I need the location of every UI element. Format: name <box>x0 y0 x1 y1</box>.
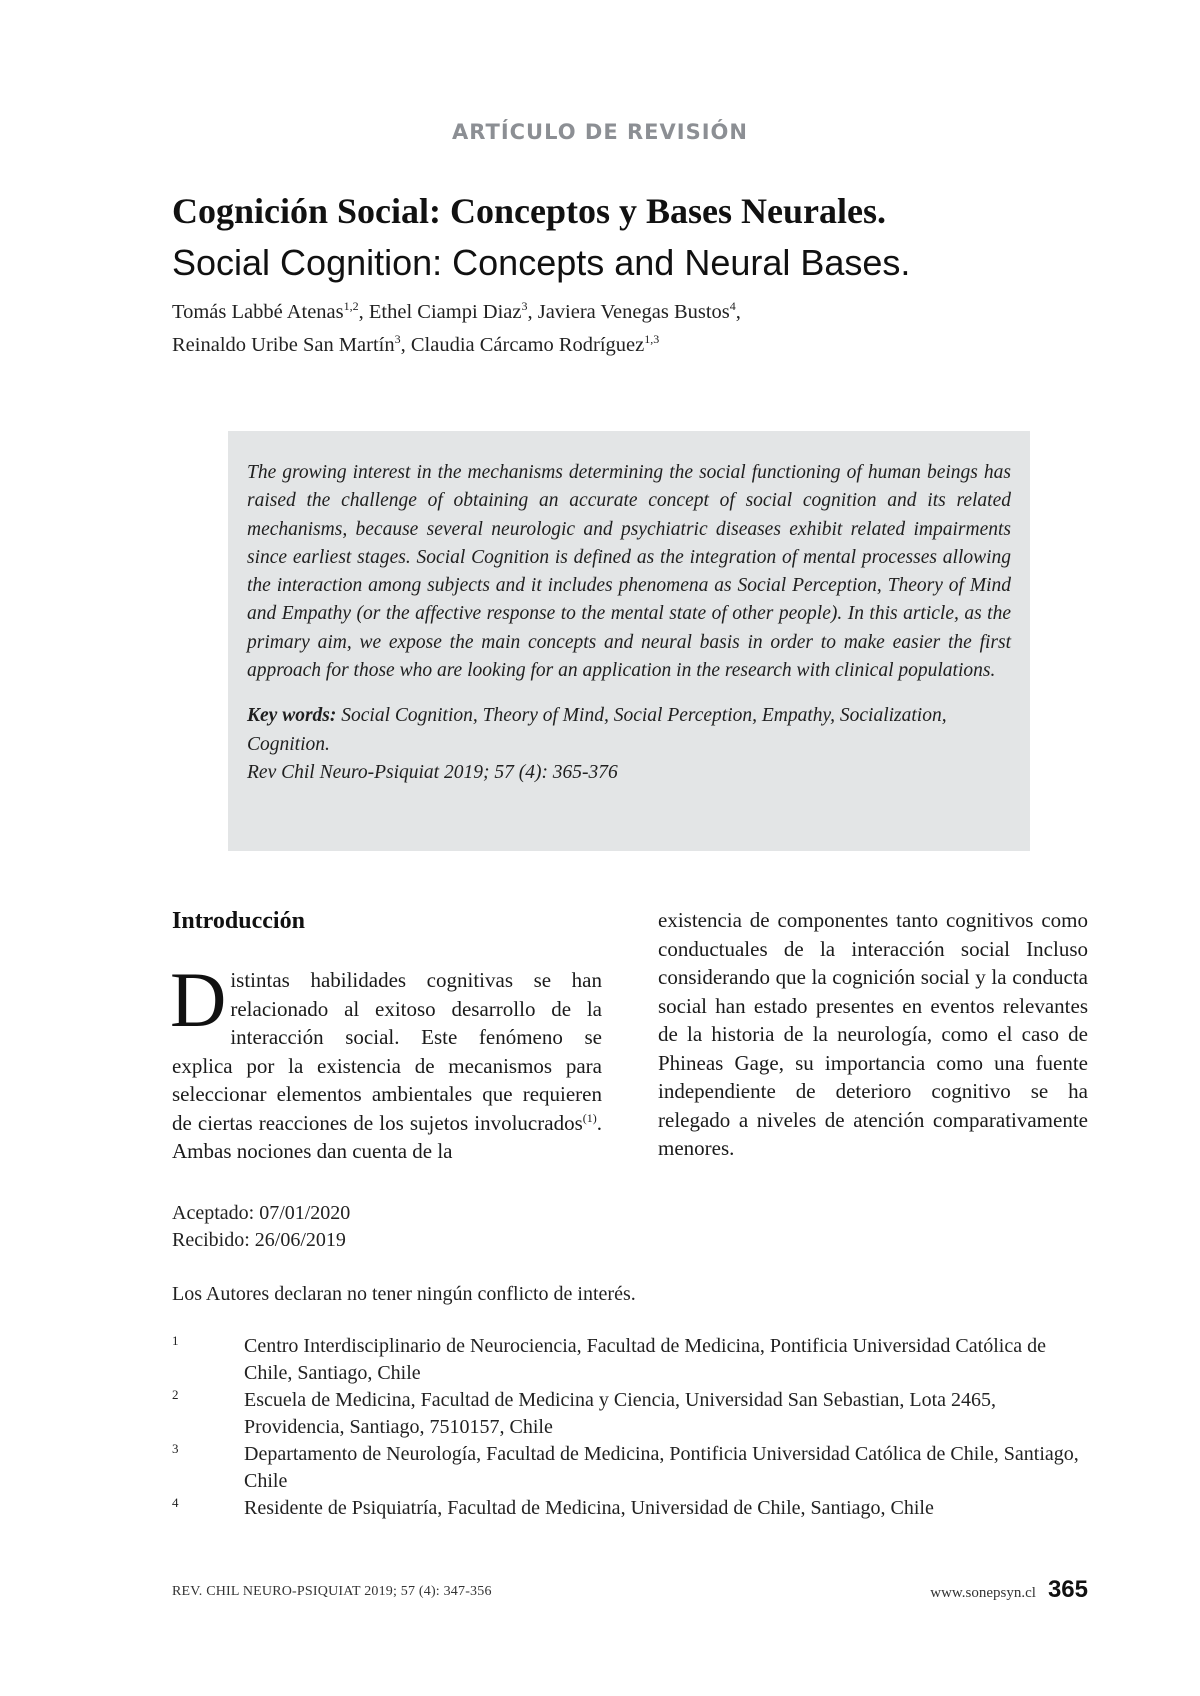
author-name: Reinaldo Uribe San Martín <box>172 334 395 356</box>
author-separator: , <box>358 301 369 323</box>
author-affiliation-ref: 3 <box>394 332 401 346</box>
author-line-1 <box>172 296 741 329</box>
affiliation-number: 1 <box>172 1333 179 1348</box>
journal-citation: Rev Chil Neuro-Psiquiat 2019; 57 (4): 365-376 <box>247 761 618 783</box>
author-affiliation-ref: 3 <box>521 299 528 313</box>
abstract-box <box>228 431 1030 851</box>
conflict-statement: Los Autores declaran no tener ningún conflicto de interés. <box>172 1283 636 1305</box>
affiliation-number: 3 <box>172 1441 179 1456</box>
affiliation-item <box>172 1333 1087 1387</box>
author-affiliation-ref: 4 <box>729 299 736 313</box>
body-column-left <box>170 956 602 1166</box>
page-number: 365 <box>1047 1576 1088 1603</box>
affiliation-text: Centro Interdisciplinario de Neurociencia, Facultad de Medicina, Pontificia Universidad Católica de Chile, Santiago, Chile <box>244 1335 1046 1384</box>
section-tag: ARTÍCULO DE REVISIÓN <box>452 120 748 144</box>
received-date: Recibido: 26/06/2019 <box>172 1229 346 1251</box>
keywords-label: Key words: <box>247 705 337 727</box>
author-separator: , <box>527 301 538 323</box>
introduction-heading: Introducción <box>172 908 305 934</box>
intro-paragraph-1 <box>170 956 602 1166</box>
author-separator: , <box>735 301 741 323</box>
affiliation-item <box>172 1495 1087 1522</box>
affiliation-text: Departamento de Neurología, Facultad de Medicina, Pontificia Universidad Católica de Chile, Santiago, Chile <box>244 1443 1079 1492</box>
author-name: Claudia Cárcamo Rodríguez <box>410 334 645 356</box>
affiliation-number: 2 <box>172 1387 179 1402</box>
reference-marker: (1) <box>582 1110 597 1125</box>
footer-right <box>930 1576 1088 1604</box>
author-affiliation-ref: 1,3 <box>644 332 660 346</box>
affiliation-text: Escuela de Medicina, Facultad de Medicina y Ciencia, Universidad San Sebastian, Lota 2465, Providencia, Santiago, 7510157, Chile <box>244 1389 997 1438</box>
affiliations-list <box>172 1333 1087 1522</box>
title-english: Social Cognition: Concepts and Neural Bases. <box>172 242 911 283</box>
accepted-date: Aceptado: 07/01/2020 <box>172 1202 351 1224</box>
author-separator: , <box>400 334 411 356</box>
keywords-block <box>247 702 1011 787</box>
keywords-list: Social Cognition, Theory of Mind, Social Perception, Empathy, Socialization, Cognition. <box>247 705 947 755</box>
author-affiliation-ref: 1,2 <box>343 299 359 313</box>
author-name: Javiera Venegas Bustos <box>537 301 730 323</box>
affiliation-text: Residente de Psiquiatría, Facultad de Medicina, Universidad de Chile, Santiago, Chile <box>244 1497 934 1519</box>
footer-website-link[interactable]: www.sonepsyn.cl <box>930 1585 1036 1601</box>
abstract-text: The growing interest in the mechanisms determining the social functioning of human beings has raised the challenge of obtaining an accurate concept of social cognition and its related mechanisms, because several neurologic and psychiatric diseases exhibit related impairments since earliest stages. Social Cognition is defined as the integration of mental processes allowing the interaction among subjects and it includes phenomena as Social Perception, Theory of Mind and Empathy (or the affective response to the mental state of other people). In this article, as the primary aim, we expose the main concepts and neural basis in order to make easier the first approach for those who are looking for an application in the research with clinical populations. <box>247 462 1011 682</box>
intro-text-left: istintas habilidades cognitivas se han relacionado al exitoso desarrollo de la interacción social. Este fenómeno se explica por la existencia de mecanismos para seleccionar elementos ambientales que requieren de ciertas reacciones de los sujetos involucrados <box>172 968 602 1135</box>
footer-journal-reference: REV. CHIL NEURO-PSIQUIAT 2019; 57 (4): 347-356 <box>172 1584 492 1599</box>
drop-cap: D <box>170 956 227 1043</box>
intro-text-left-tail: . Ambas nociones dan cuenta de la <box>172 1110 602 1163</box>
author-line-2 <box>172 329 741 362</box>
author-name: Tomás Labbé Atenas <box>172 301 344 323</box>
affiliation-item <box>172 1387 1087 1441</box>
intro-text-right: existencia de componentes tanto cognitivos como conductuales de la interacción social Incluso considerando que la cognición social y la conducta social han estado presentes en eventos relevantes de la historia de la neurología, como el caso de Phineas Gage, su importancia como una fuente independiente de deterioro cognitivo se ha relegado a niveles de atención comparativamente menores. <box>658 908 1088 1160</box>
title-spanish: Cognición Social: Conceptos y Bases Neurales. <box>172 191 886 231</box>
affiliation-number: 4 <box>172 1495 179 1510</box>
dates-block <box>172 1200 350 1254</box>
author-name: Ethel Ciampi Diaz <box>368 301 522 323</box>
affiliation-item <box>172 1441 1087 1495</box>
body-column-right <box>658 906 1088 1163</box>
author-list <box>172 296 741 362</box>
